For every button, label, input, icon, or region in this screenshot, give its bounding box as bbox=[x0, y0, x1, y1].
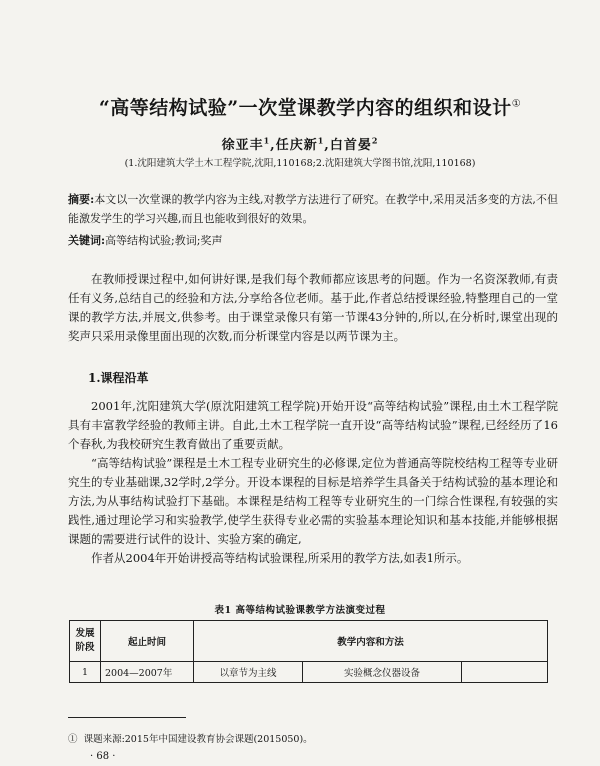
author-affil-mark: 2 bbox=[371, 135, 379, 146]
footnote-text: 课题来源:2015年中国建设教育协会课题(2015050)。 bbox=[83, 734, 313, 745]
keywords-text: 高等结构试验;教词;奖声 bbox=[105, 234, 223, 247]
keywords bbox=[68, 232, 558, 250]
intro-section bbox=[68, 270, 558, 346]
page-number: · 68 · bbox=[90, 751, 116, 762]
table-row bbox=[70, 662, 548, 683]
method-table bbox=[69, 620, 548, 683]
table-header-row bbox=[70, 621, 548, 662]
author-name: 徐亚丰 bbox=[221, 138, 264, 153]
cell-empty bbox=[462, 662, 548, 683]
author-list: 徐亚丰$^1$,任庆新$^1$,白首晏$^2$ bbox=[221, 135, 379, 153]
body-paragraph: 在教师授课过程中,如何讲好课,是我们每个教师都应该思考的问题。作为一名资深教师,有责任有义务,总结自己的经验和方法,分享给各位老师。基于此,作者总结授课经验,特整理自己的一堂课的教学方法,并展文,供参考。由于课堂录像只有第一节课43分钟的,所以,在分析时,课堂出现的奖声只采用录像里面出现的次数,而分析课堂内容是以两节课为主。 bbox=[68, 272, 558, 343]
abstract bbox=[68, 190, 558, 228]
abstract-text: 本文以一次堂课的教学内容为主线,对教学方法进行了研究。在教学中,采用灵活多变的方法,不但能激发学生的学习兴趣,而且也能收到很好的效果。 bbox=[68, 193, 558, 225]
title-text: “高等结构试验”一次堂课教学内容的组织和设计 bbox=[98, 97, 512, 119]
author-name: 白首晏 bbox=[329, 138, 372, 153]
col-header-period: 起止时间 bbox=[101, 621, 194, 662]
table-caption: 表1 高等结构试验课教学方法演变过程 bbox=[214, 605, 386, 616]
body-paragraph: “高等结构试验”课程是土木工程专业研究生的必修课,定位为普通高等院校结构工程等专业研究生的专业基础课,32学时,2学分。开设本课程的目标是培养学生具备关于结构试验的基本理论和方法,为从事结构试验打下基础。本课程是结构工程等专业研究生的一门综合性课程,有较强的实践性,通过理论学习和实验教学,使学生获得专业必需的实验基本理论知识和基本技能,并能够根据课题的需要进行试件的设计、实验方案的确定, bbox=[68, 456, 558, 546]
body-paragraph: 2001年,沈阳建筑大学(原沈阳建筑工程学院)开始开设“高等结构试验”课程,由土木工程学院具有丰富教学经验的教师主讲。自此,土木工程学院一直开设“高等结构试验”课程,已经经历了16个春秋,为我校研究生教育做出了重要贡献。 bbox=[68, 399, 558, 451]
body-paragraph: 作者从2004年开始讲授高等结构试验课程,所采用的教学方法,如表1所示。 bbox=[91, 551, 469, 565]
section-body bbox=[68, 397, 558, 568]
keywords-label: 关键词: bbox=[68, 234, 106, 247]
author-affil-mark: 1 bbox=[317, 135, 325, 146]
cell-method: 以章节为主线 bbox=[194, 662, 303, 683]
cell-content: 实验概念仪器设备 bbox=[303, 662, 462, 683]
abstract-label: 摘要: bbox=[68, 193, 95, 206]
cell-period: 2004—2007年 bbox=[101, 662, 194, 683]
col-header-stage: 发展阶段 bbox=[70, 621, 101, 662]
cell-stage: 1 bbox=[70, 662, 101, 683]
paper-title bbox=[60, 93, 560, 120]
affiliation: (1.沈阳建筑大学土木工程学院,沈阳,110168;2.沈阳建筑大学图书馆,沈阳,110168) bbox=[124, 158, 476, 169]
title-footnote-mark: ① bbox=[511, 98, 522, 110]
author-affil-mark: 1 bbox=[263, 135, 271, 146]
footnote bbox=[68, 731, 313, 745]
author-name: 任庆新 bbox=[275, 138, 318, 153]
col-header-method: 教学内容和方法 bbox=[194, 621, 548, 662]
section-heading: 1.课程沿革 bbox=[88, 371, 149, 385]
footnote-mark: ① bbox=[68, 734, 78, 745]
footnote-divider bbox=[68, 717, 186, 718]
